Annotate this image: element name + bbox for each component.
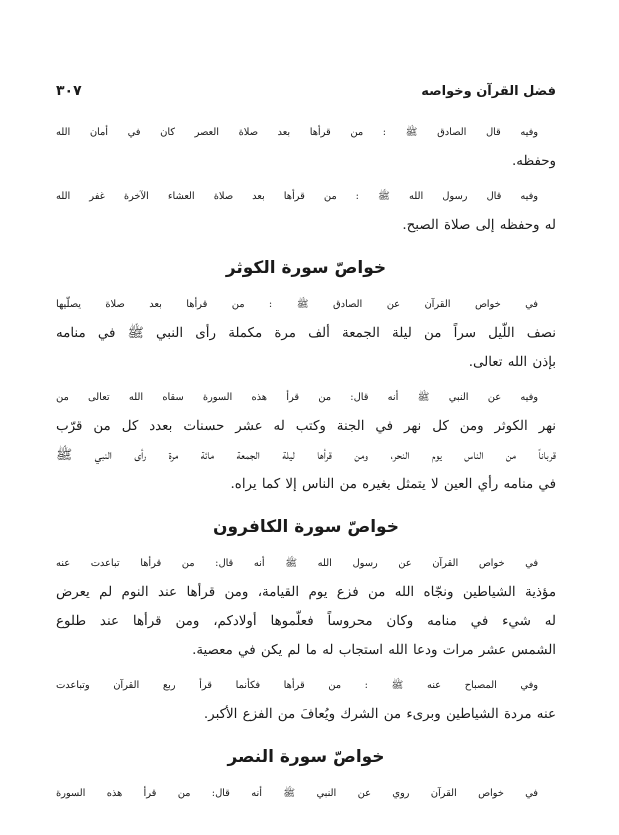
text-line: وفي المصباح عنه ﷺ : من قرأها فكأنما قرأ ربع القرآن وتباعدت [56,680,538,691]
paragraph-gap [56,240,556,246]
running-header [56,80,556,102]
text-line: بإذن الله تعالى. [468,355,556,370]
text-line: نصف اللّيل سراً من ليلة الجمعة ألف مرة مكملة رأى النبي ﷺ في منامه [56,326,556,341]
paragraph-gap [56,808,556,814]
page-number: ٣٠٧ [56,83,82,99]
section-heading: خواصّ سورة الكافرون [213,517,399,537]
paragraph [56,671,556,729]
text-line: وفيه عن النبي ﷺ أنه قال: من قرأ هذه السورة سقاه الله تعالى من [56,392,538,403]
text-line: قرباناً من الناس يوم النحر، ومن قرأها ليلة الجمعة مائة مرة رأى النبي ﷺ [56,448,556,463]
section-heading: خواصّ سورة النصر [227,747,385,767]
paragraph-gap [56,729,556,735]
text-line: الشمس عشر مرات ودعا الله استجاب له ما لم يكن في معصية. [192,643,556,658]
text-line: مؤذية الشياطين ونجّاه الله من فزع يوم القيامة، ومن قرأها عند النوم لم يعرض [56,585,556,600]
section-heading: خواصّ سورة الكوثر [225,258,387,278]
paragraph-gap [56,499,556,505]
paragraph [56,779,556,808]
text-line: في خواص القرآن عن الصادق ﷺ : من قرأها بعد صلاة يصلّيها [56,299,538,310]
paragraph [56,182,556,240]
text-line: في منامه رأي العين لا يتمثل بغيره من الناس إلا كما يراه. [230,477,556,492]
text-line: له شيء في منامه وكان محروساً فعلّموها أولادكم، ومن قرأها عند طلوع [56,614,556,629]
text-line: نهر الكوثر ومن كل نهر في الجنة وكتب له عشر حسنات بعدد كل من قرّب [56,419,556,434]
text-line: وفيه قال الصادق ﷺ : من قرأها بعد صلاة العصر كان في أمان الله [56,127,538,138]
text-line: وفيه قال رسول الله ﷺ : من قرأها بعد صلاة العشاء الآخرة غفر الله [56,191,538,202]
paragraph [56,549,556,665]
paragraph [56,383,556,499]
paragraph [56,290,556,377]
text-line: وحفظه. [512,154,556,169]
running-title: فضل القرآن وخواصه [421,83,556,99]
text-line: في خواص القرآن عن رسول الله ﷺ أنه قال: من قرأها تباعدت عنه [56,558,538,569]
paragraph [56,118,556,176]
text-line: له وحفظه إلى صلاة الصبح. [402,218,556,233]
book-page [56,80,556,814]
text-line: في خواص القرآن روي عن النبي ﷺ أنه قال: من قرأ هذه السورة [56,788,538,799]
text-line: عنه مردة الشياطين وبرىء من الشرك ويُعافَ من الفزع الأكبر. [203,707,556,722]
page-body [56,118,556,814]
